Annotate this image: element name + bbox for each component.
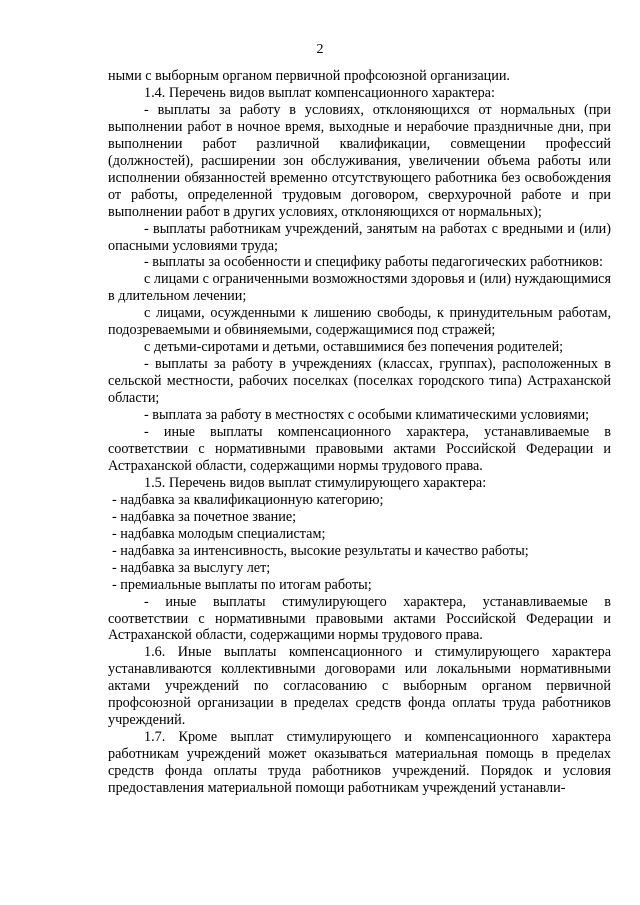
list-subitem: с детьми-сиротами и детьми, оставшимися без попечения родителей; — [144, 339, 564, 356]
list-subitem: с лицами, осужденными к лишению свободы, к принудительным работам, подозреваемыми и обвиняемыми, содержащимися под стражей; — [108, 305, 611, 339]
document-body — [108, 68, 611, 797]
page-number: 2 — [316, 42, 324, 57]
list-item: - выплаты за особенности и специфику работы педагогических работников: — [144, 254, 603, 271]
list-item: - выплата за работу в местностях с особыми климатическими условиями; — [144, 407, 590, 424]
list-item: - иные выплаты компенсационного характера, устанавливаемые в соответствии с нормативными правовыми актами Российской Федерации и Астраханской области, содержащими нормы трудового права. — [108, 424, 611, 474]
list-item: - выплаты за работу в учреждениях (классах, группах), расположенных в сельской местности, рабочих поселках (поселках городского типа) Астраханской области; — [108, 356, 611, 407]
section-1-6-paragraph: 1.6. Иные выплаты компенсационного и стимулирующего характера устанавливаются коллективными договорами или локальными нормативными актами учреждений по согласованию с выборным органом первичной профсоюзной организации в пределах средств фонда оплаты труда работников учреждений. — [108, 644, 611, 729]
list-item: - премиальные выплаты по итогам работы; — [112, 576, 372, 593]
list-item: - иные выплаты стимулирующего характера, устанавливаемые в соответствии с нормативными правовыми актами Российской Федерации и Астраханской области, содержащими нормы трудового права. — [108, 593, 611, 644]
list-subitem: с лицами с ограниченными возможностями здоровья и (или) нуждающимися в длительном лечении; — [108, 271, 611, 305]
paragraph-continuation: ными с выборным органом первичной профсоюзной организации. — [108, 68, 510, 84]
list-item: - надбавка за почетное звание; — [112, 508, 297, 525]
section-1-4-heading: 1.4. Перечень видов выплат компенсационного характера: — [144, 84, 495, 101]
list-item: - выплаты работникам учреждений, занятым на работах с вредными и (или) опасными условиями труда; — [108, 220, 611, 254]
list-item: - надбавка молодым специалистам; — [112, 525, 326, 542]
list-item: - выплаты за работу в условиях, отклоняющихся от нормальных (при выполнении работ в ночное время, выходные и нерабочие праздничные дни, при выполнении работ различной квалификации, совмещении профессий (должностей), расширении зон обслуживания, увеличении объема работы или исполнении обязанностей временно отсутствующего работника без освобождения от работы, определенной трудовым договором, сверхурочной работе и при выполнении работ в других условиях, отклоняющихся от нормальных); — [108, 101, 611, 220]
section-1-5-heading: 1.5. Перечень видов выплат стимулирующего характера: — [144, 474, 487, 491]
section-1-7-paragraph: 1.7. Кроме выплат стимулирующего и компенсационного характера работникам учреждений может оказываться материальная помощь в пределах средств фонда оплаты труда работников учреждений. Порядок и условия предоставления материальной помощи работникам учреждений устанавли- — [108, 729, 611, 797]
list-item: - надбавка за квалификационную категорию; — [112, 491, 384, 508]
list-item: - надбавка за интенсивность, высокие результаты и качество работы; — [112, 542, 529, 559]
list-item: - надбавка за выслугу лет; — [112, 559, 271, 576]
